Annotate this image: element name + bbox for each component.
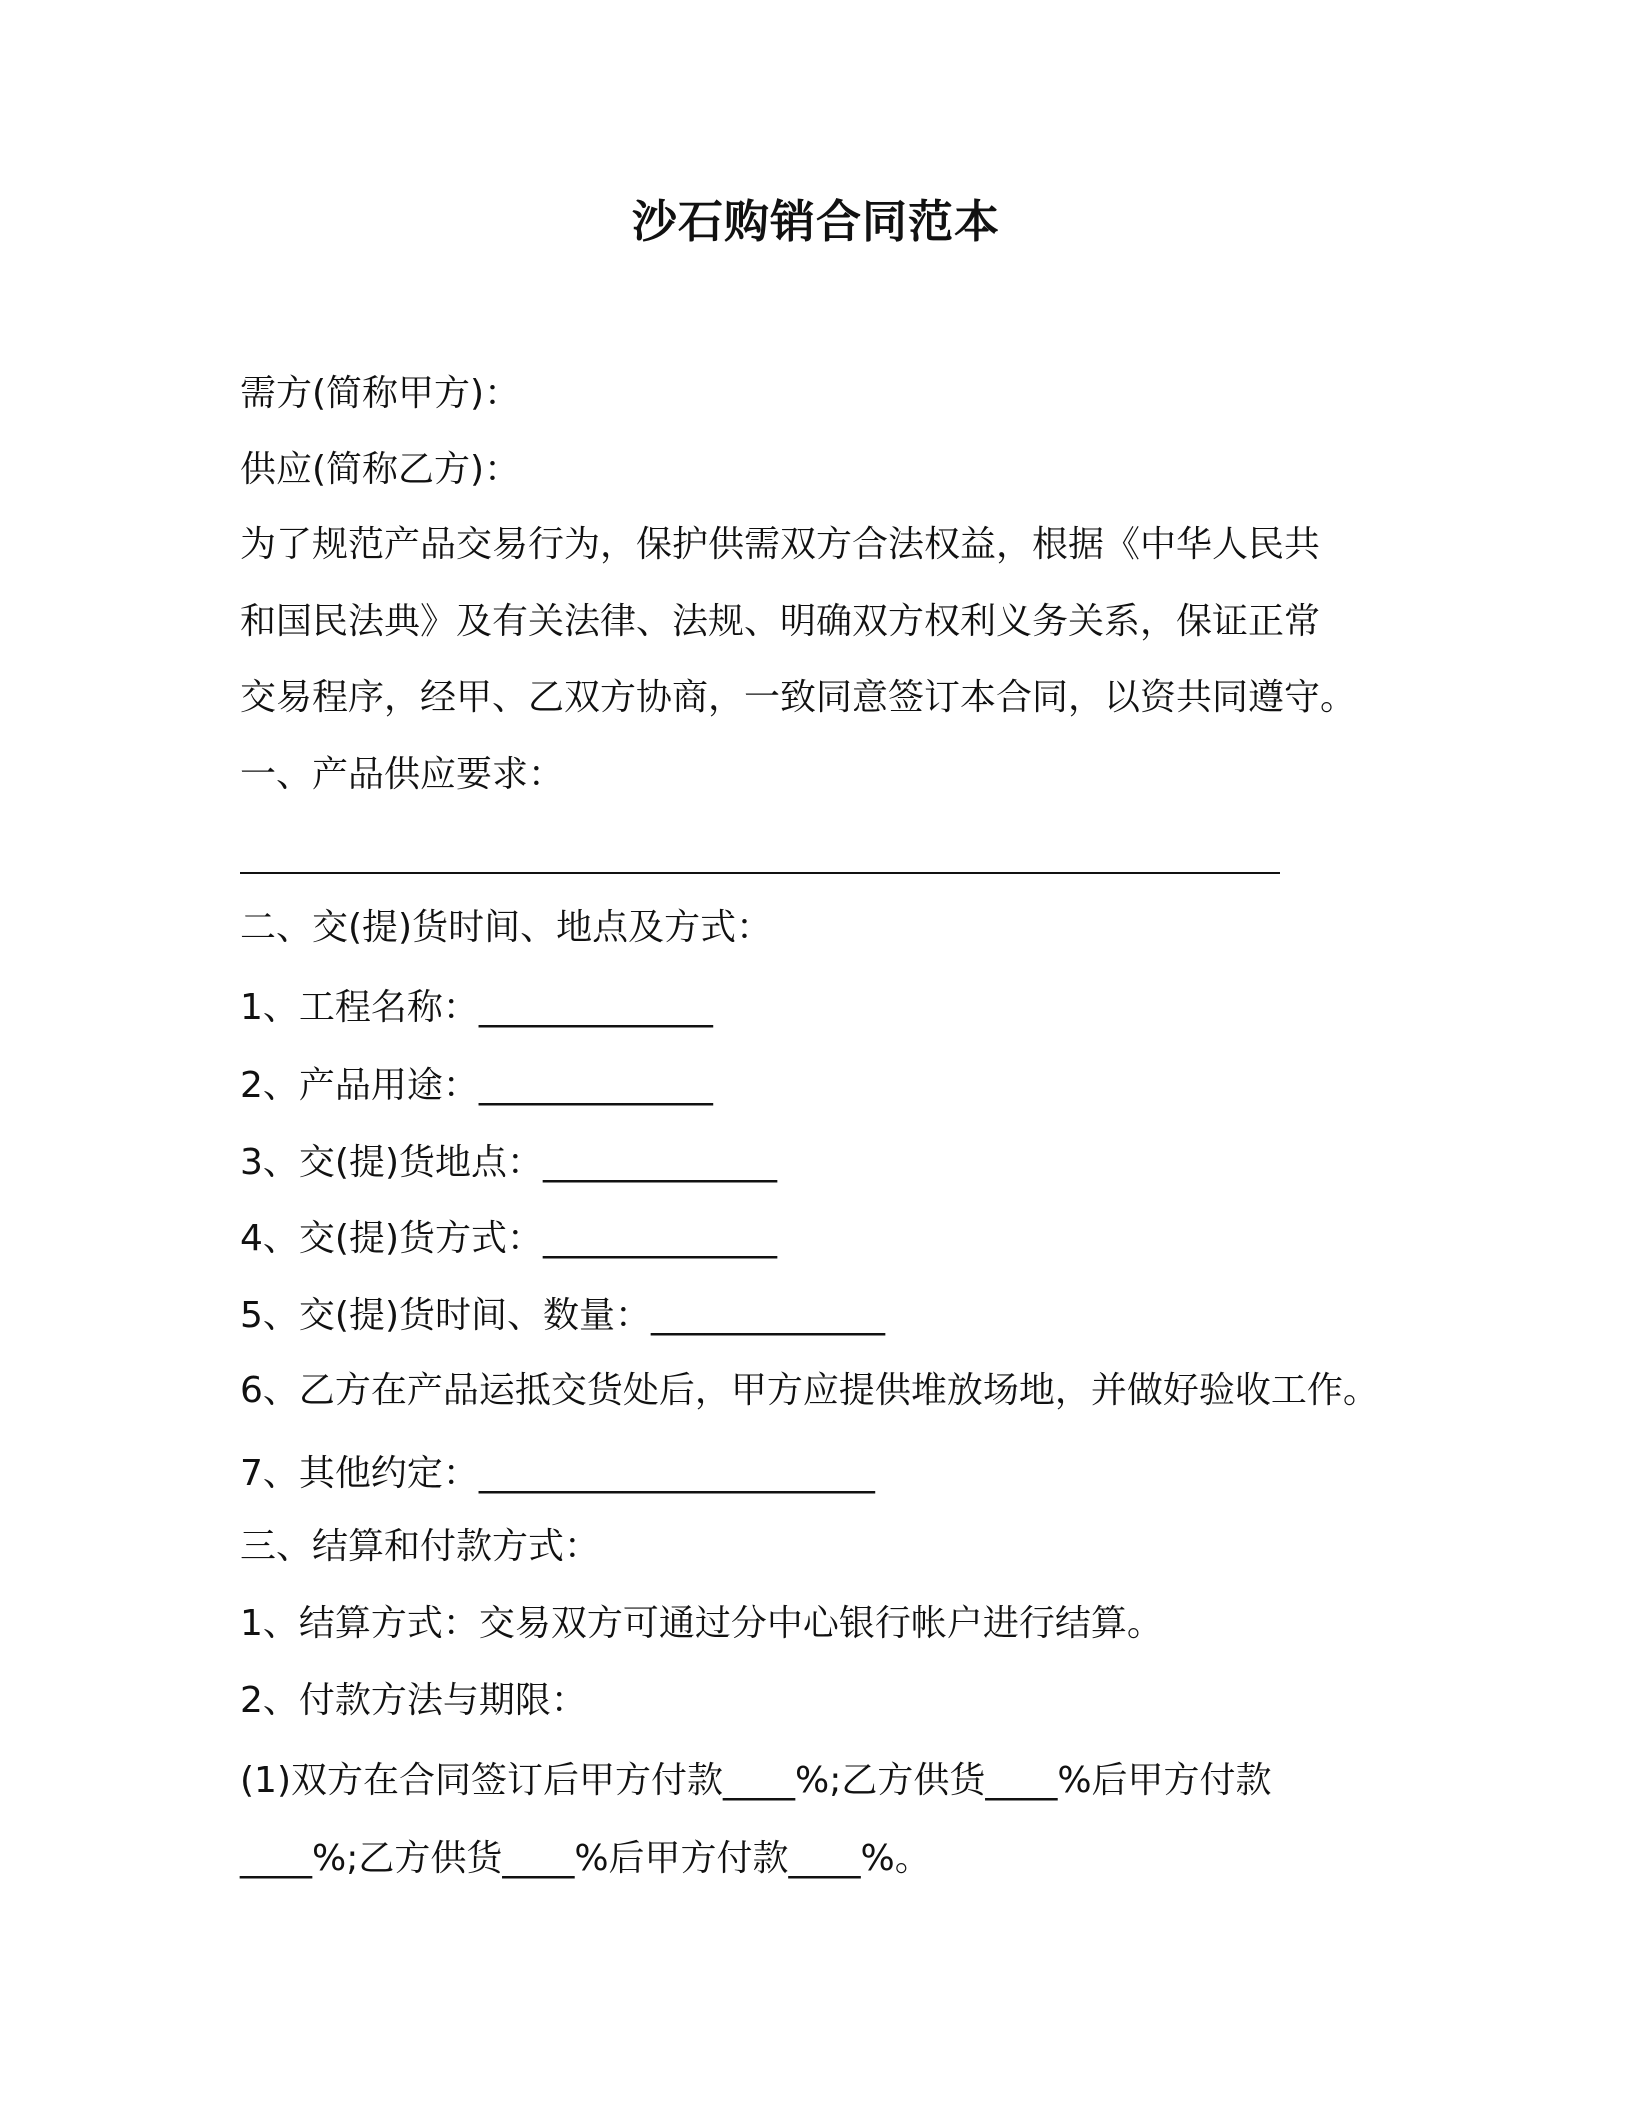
buyer-line: 需方(简称甲方)：	[240, 373, 521, 414]
payment-clause-line-1: (1)双方在合同签订后甲方付款____%;乙方供货____%后甲方付款	[240, 1760, 1272, 1801]
item-payment-terms: 2、付款方法与期限：	[240, 1680, 587, 1721]
item-delivery-place: 3、交(提)货地点：_____________	[240, 1142, 777, 1183]
item-project-name: 1、工程名称：_____________	[240, 987, 713, 1028]
preamble-line-1: 为了规范产品交易行为，保护供需双方合法权益，根据《中华人民共	[240, 524, 1321, 565]
payment-clause-line-2: ____%;乙方供货____%后甲方付款____%。	[240, 1838, 931, 1879]
item-acceptance: 6、乙方在产品运抵交货处后，甲方应提供堆放场地，并做好验收工作。	[240, 1370, 1379, 1411]
item-delivery-method: 4、交(提)货方式：_____________	[240, 1218, 777, 1259]
blank-fill-line	[240, 872, 1280, 874]
section-3-heading: 三、结算和付款方式：	[240, 1526, 601, 1567]
item-other-terms: 7、其他约定：______________________	[240, 1453, 875, 1494]
section-2-heading: 二、交(提)货时间、地点及方式：	[240, 907, 773, 948]
item-delivery-time-quantity: 5、交(提)货时间、数量：_____________	[240, 1295, 885, 1336]
preamble-line-2: 和国民法典》及有关法律、法规、明确双方权利义务关系，保证正常	[240, 601, 1321, 642]
section-1-heading: 一、产品供应要求：	[240, 754, 565, 795]
item-settlement-method: 1、结算方式：交易双方可通过分中心银行帐户进行结算。	[240, 1603, 1163, 1644]
preamble-line-3: 交易程序，经甲、乙双方协商，一致同意签订本合同，以资共同遵守。	[240, 677, 1357, 718]
supplier-line: 供应(简称乙方)：	[240, 449, 521, 490]
document-title: 沙石购销合同范本	[631, 195, 1000, 248]
item-product-use: 2、产品用途：_____________	[240, 1065, 713, 1106]
